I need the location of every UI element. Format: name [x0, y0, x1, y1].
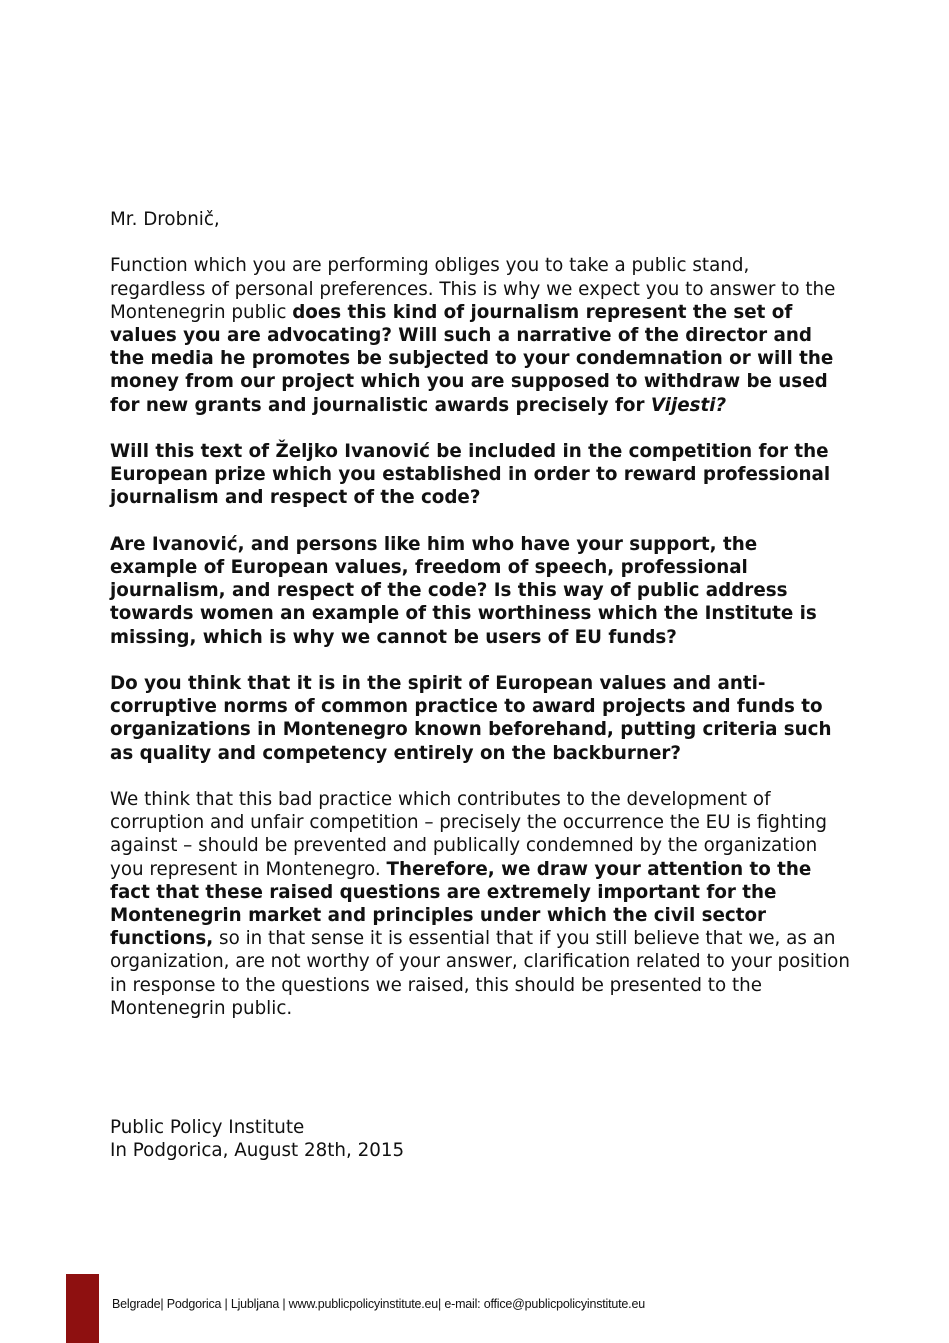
paragraph-5-bold: Therefore, we draw your attention to the fact that these raised questions are extremely important for the Montenegrin market and principles under which the civil sector functions, — [110, 858, 812, 950]
footer-cities: Belgrade| Podgorica | Ljubljana | www. — [112, 1297, 318, 1311]
salutation: Mr. Drobnič, — [110, 209, 220, 230]
signature-organization: Public Policy Institute — [110, 1117, 305, 1138]
footer-email-label: | e-mail: — [438, 1297, 484, 1311]
footer-contact-line — [112, 1297, 645, 1311]
signature-place-date: In Podgorica, August 28th, 2015 — [110, 1140, 405, 1162]
footer-website-link[interactable]: publicpolicyinstitute.eu — [317, 1297, 439, 1311]
signature-block — [110, 1116, 710, 1162]
paragraph-2: Will this text of Željko Ivanović be included in the competition for the European prize which you established in order to reward professional journalism and respect of the code? — [110, 441, 831, 509]
paragraph-3: Are Ivanović, and persons like him who have your support, the example of European values, freedom of speech, professional journalism, and respect of the code? Is this way of public address towards women an example of this worthiness which the Institute is missing, which is why we cannot be users of EU funds? — [110, 533, 817, 648]
paragraph-1-bold: does this kind of journalism represent the set of values you are advocating? Will such a narrative of the director and the media he promotes be subjected to your condemnation or will the money from our project which you are supposed to withdraw be used for new grants and journalistic awards precisely for — [110, 301, 834, 416]
paragraph-5-text-1: We think that this bad practice which contributes to the development of corruption and unfair competition – precisely the occurrence the EU is fighting against – should be prevented and publically condemned by the organization you represent in Montenegro. — [110, 789, 827, 880]
paragraph-1 — [110, 254, 850, 416]
paragraph-1-text: Function which you are performing obliges you to take a public stand, regardless of personal preferences. This is why we expect you to answer to the Montenegrin public — [110, 255, 836, 323]
paragraph-1-bold-italic: Vijesti? — [650, 394, 727, 416]
letter-body — [110, 208, 850, 1043]
paragraph-5-text-2: so in that sense it is essential that if you still believe that we, as an organization, are not worthy of your answer, clarification related to your position in response to the questions we raised, this should be presented to the Montenegrin public. — [110, 928, 850, 1019]
footer-email-link[interactable]: office@publicpolicyinstitute.eu — [483, 1297, 645, 1311]
paragraph-5 — [110, 788, 850, 1020]
footer-accent-bar — [66, 1274, 99, 1343]
paragraph-4: Do you think that it is in the spirit of European values and anti-corruptive norms of common practice to award projects and funds to organizations in Montenegro known beforehand, putting criteria such as quality and competency entirely on the backburner? — [110, 673, 832, 764]
